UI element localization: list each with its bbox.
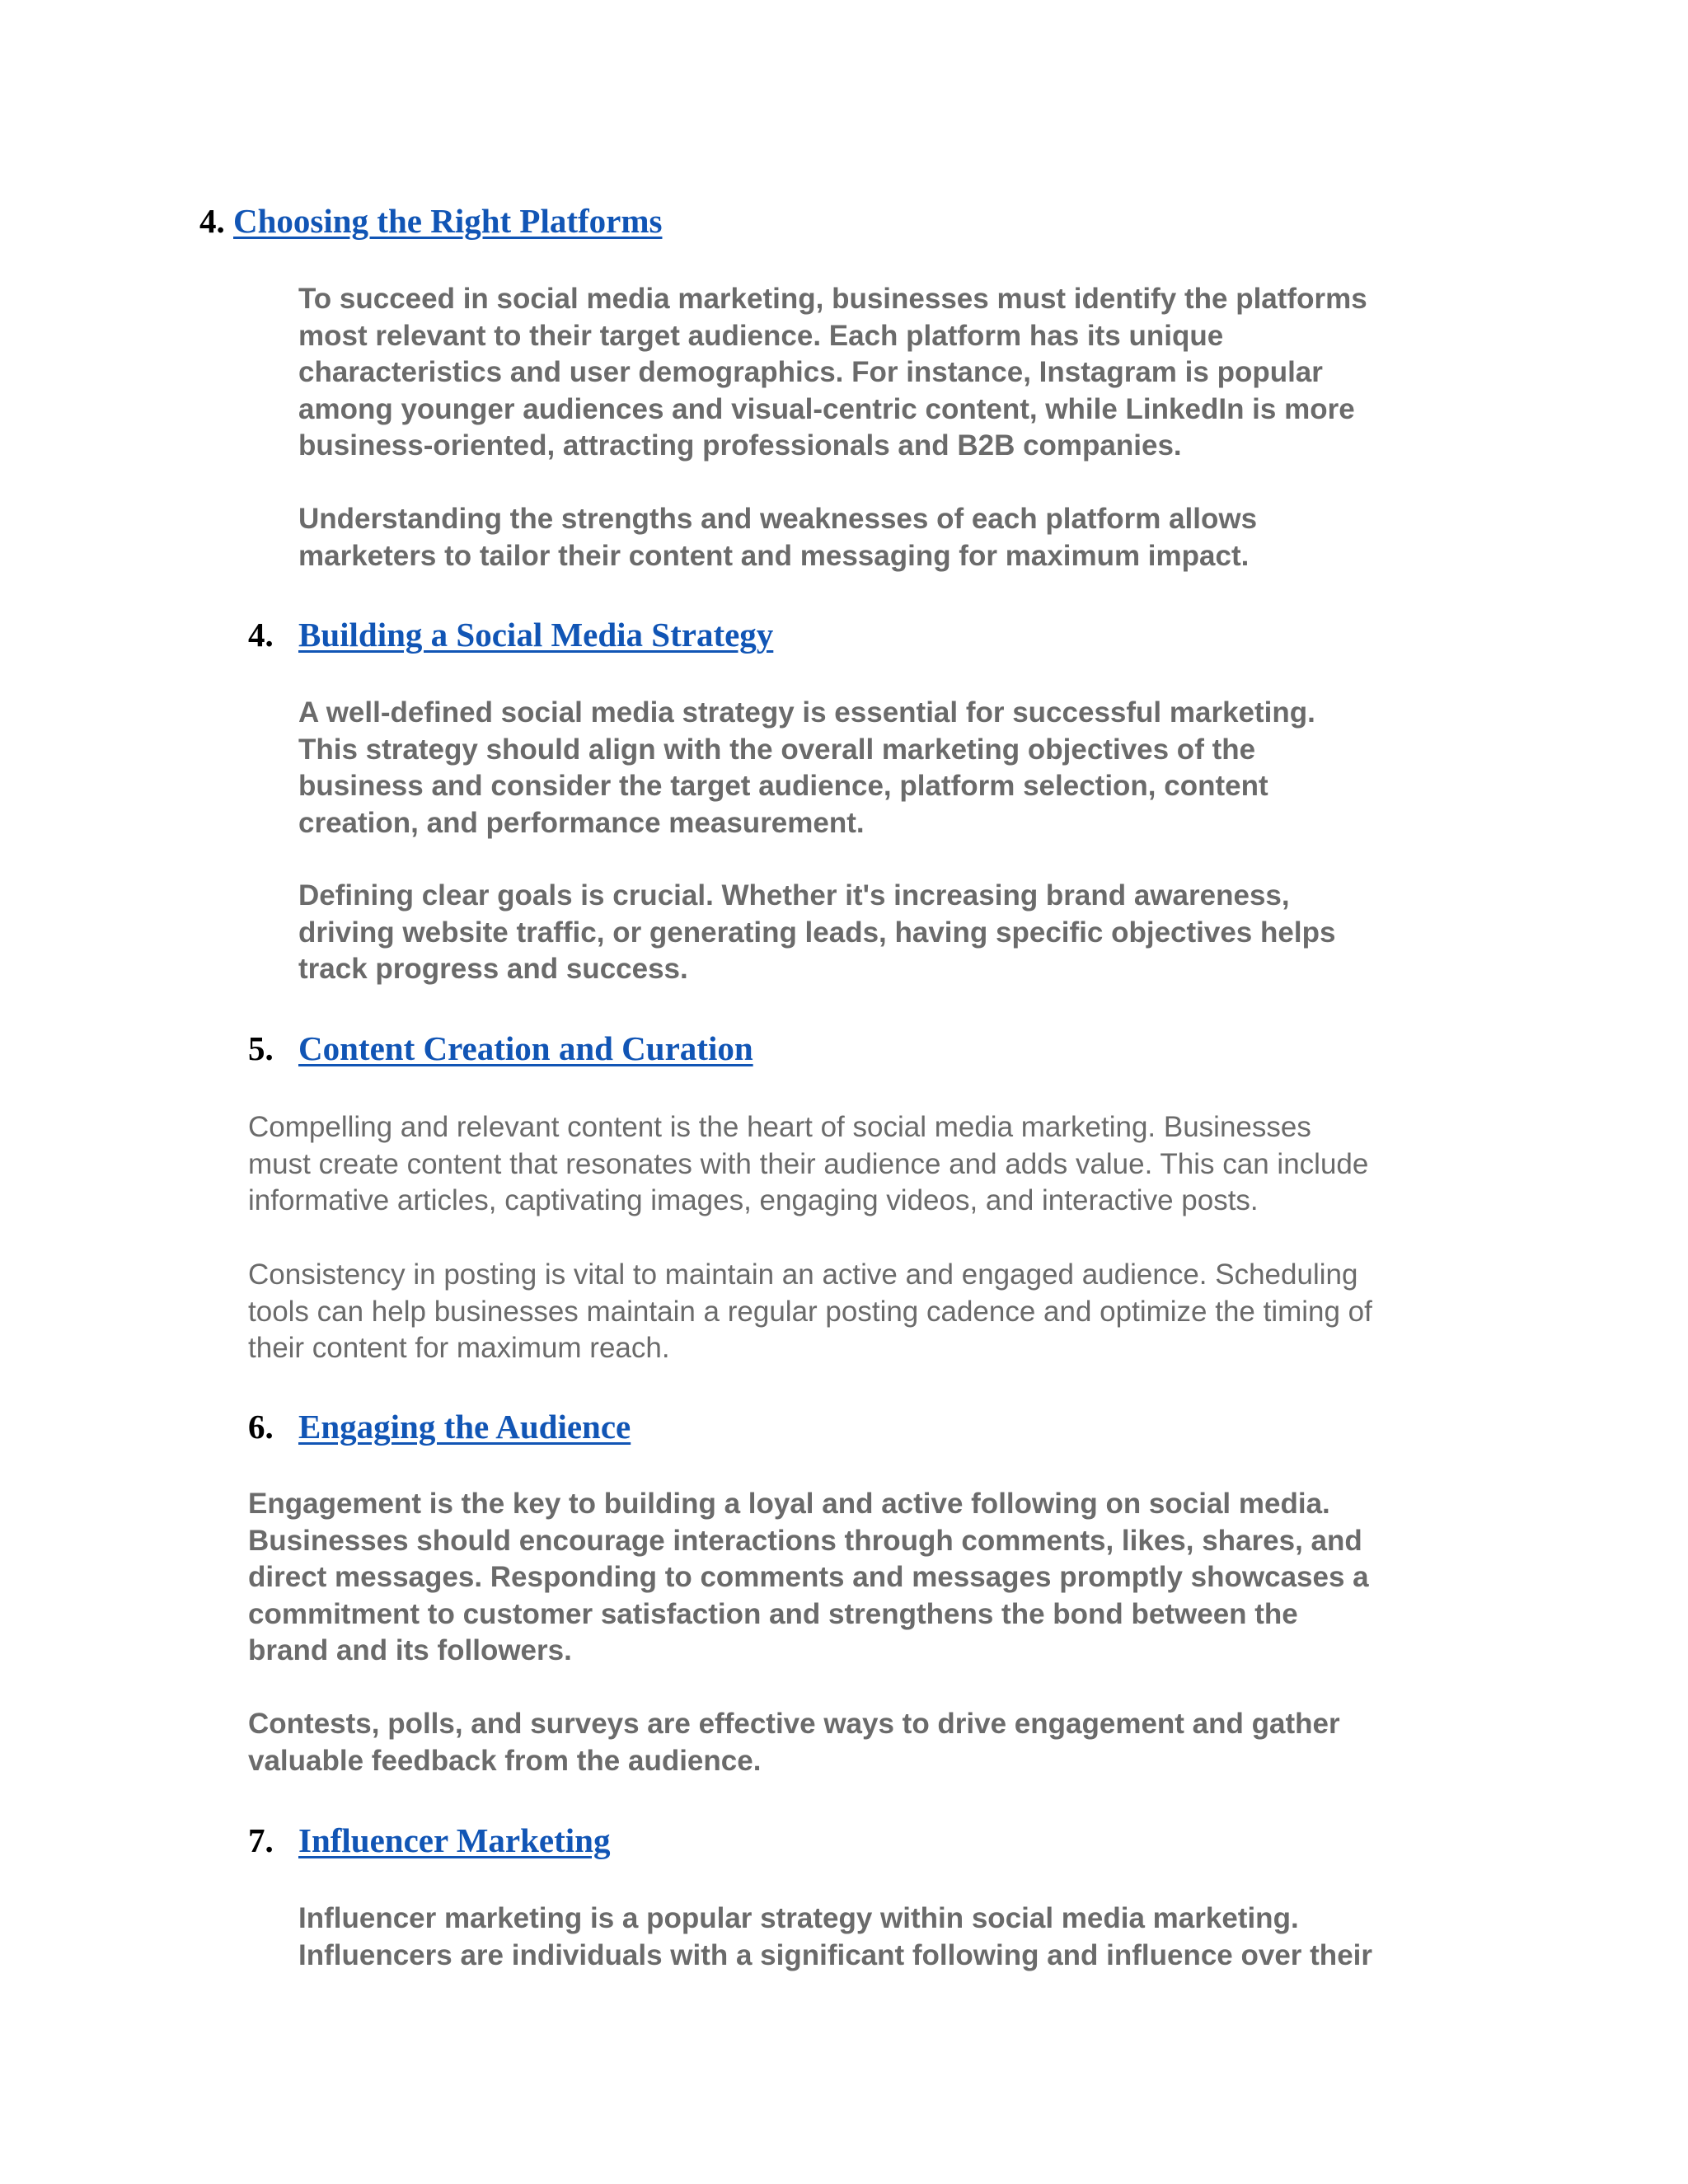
section-title-link[interactable]: Influencer Marketing: [298, 1821, 611, 1859]
paragraph: [298, 695, 1315, 841]
paragraph: [248, 1109, 1368, 1220]
paragraph: [248, 1706, 1340, 1779]
section-number: 4.: [248, 616, 274, 654]
section-heading: [199, 201, 662, 241]
text-line: tools can help businesses maintain a regular posting cadence and optimize the timing of: [248, 1295, 1372, 1328]
paragraph: [298, 1900, 1372, 1974]
text-line: Compelling and relevant content is the heart of social media marketing. Businesses: [248, 1111, 1311, 1143]
section-title-link[interactable]: Engaging the Audience: [298, 1408, 631, 1446]
text-line: characteristics and user demographics. For instance, Instagram is popular: [298, 356, 1323, 388]
text-line: valuable feedback from the audience.: [248, 1744, 762, 1777]
paragraph: [298, 281, 1367, 465]
section-title-link[interactable]: Choosing the Right Platforms: [233, 202, 663, 240]
section-heading: [248, 1821, 610, 1860]
section-heading: [248, 615, 773, 654]
text-line: direct messages. Responding to comments and messages promptly showcases a: [248, 1561, 1369, 1593]
text-line: among younger audiences and visual-centric content, while LinkedIn is more: [298, 392, 1355, 425]
text-line: marketers to tailor their content and messaging for maximum impact.: [298, 539, 1250, 572]
text-line: This strategy should align with the overall marketing objectives of the: [298, 733, 1256, 766]
text-line: creation, and performance measurement.: [298, 806, 865, 839]
text-line: informative articles, captivating images, engaging videos, and interactive posts.: [248, 1184, 1259, 1216]
text-line: A well-defined social media strategy is essential for successful marketing.: [298, 696, 1315, 729]
section-title-link[interactable]: Content Creation and Curation: [298, 1029, 753, 1067]
text-line: business and consider the target audience, platform selection, content: [298, 770, 1268, 802]
text-line: track progress and success.: [298, 953, 688, 985]
text-line: driving website traffic, or generating leads, having specific objectives helps: [298, 916, 1336, 949]
text-line: their content for maximum reach.: [248, 1332, 670, 1364]
section-number: 4.: [199, 202, 225, 240]
paragraph: [248, 1486, 1369, 1670]
text-line: Engagement is the key to building a loyal and active following on social media.: [248, 1488, 1330, 1520]
text-line: Consistency in posting is vital to maintain an active and engaged audience. Scheduling: [248, 1258, 1358, 1291]
text-line: brand and its followers.: [248, 1634, 572, 1666]
section-number: 7.: [248, 1821, 274, 1859]
section-heading: [248, 1029, 753, 1068]
paragraph: [298, 878, 1335, 988]
text-line: Influencers are individuals with a significant following and influence over their: [298, 1938, 1372, 1971]
text-line: Contests, polls, and surveys are effective ways to drive engagement and gather: [248, 1708, 1340, 1740]
text-line: commitment to customer satisfaction and strengthens the bond between the: [248, 1597, 1298, 1630]
text-line: Understanding the strengths and weaknesses of each platform allows: [298, 503, 1258, 535]
section-number: 5.: [248, 1029, 274, 1067]
paragraph: [248, 1257, 1372, 1367]
text-line: Businesses should encourage interactions through comments, likes, shares, and: [248, 1524, 1362, 1557]
text-line: Influencer marketing is a popular strategy within social media marketing.: [298, 1902, 1299, 1934]
text-line: Defining clear goals is crucial. Whether it's increasing brand awareness,: [298, 879, 1290, 912]
text-line: To succeed in social media marketing, businesses must identify the platforms: [298, 283, 1367, 315]
text-line: most relevant to their target audience. Each platform has its unique: [298, 319, 1224, 352]
section-number: 6.: [248, 1408, 274, 1446]
section-heading: [248, 1407, 631, 1446]
section-title-link[interactable]: Building a Social Media Strategy: [298, 616, 774, 654]
text-line: business-oriented, attracting professionals and B2B companies.: [298, 429, 1182, 462]
text-line: must create content that resonates with their audience and adds value. This can include: [248, 1147, 1369, 1180]
paragraph: [298, 501, 1257, 574]
